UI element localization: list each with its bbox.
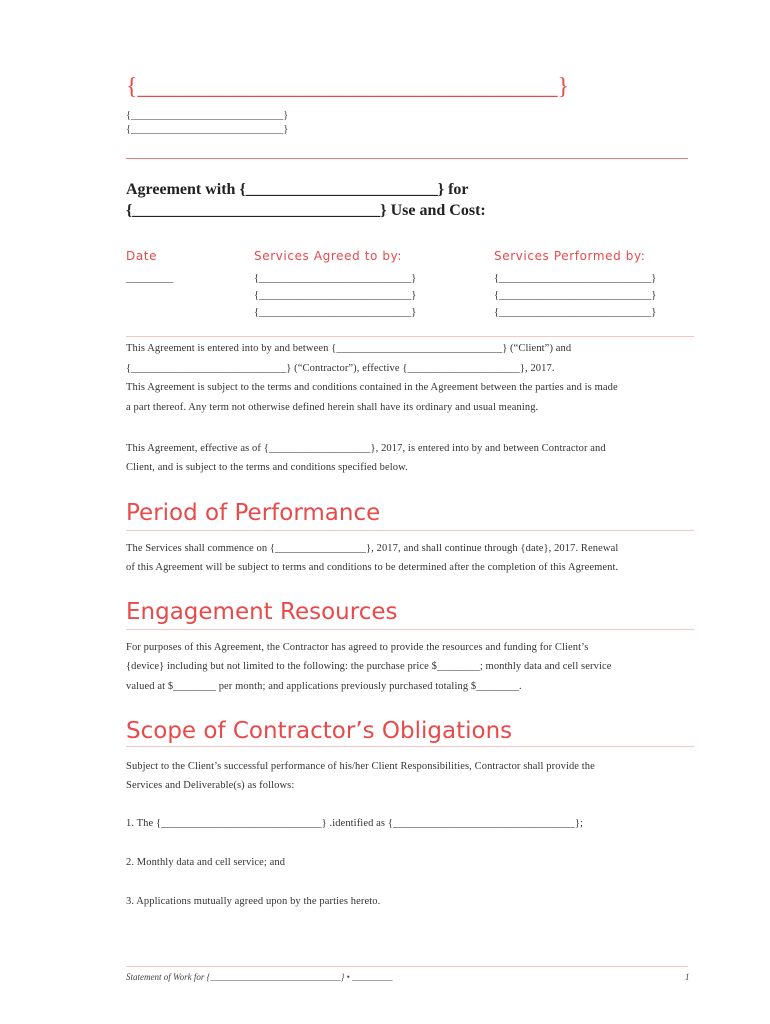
heading-underline (126, 746, 694, 747)
col-header-date: Date (126, 249, 158, 263)
heading-underline (126, 629, 694, 630)
engagement-text-line: For purposes of this Agreement, the Contractor has agreed to provide the resources and funding for Client’s (126, 642, 589, 653)
header-placeholder-line1: {_____________________________} (126, 110, 289, 121)
header-placeholder-line2: {_____________________________} (126, 124, 289, 135)
table-divider (126, 336, 694, 337)
period-text-line: of this Agreement will be subject to terms and conditions to be determined after the completion of this Agreement. (126, 562, 619, 573)
heading-engagement-resources: Engagement Resources (126, 599, 398, 625)
heading-scope-of-obligations: Scope of Contractor’s Obligations (126, 718, 513, 744)
col-header-services-agreed: Services Agreed to by: (254, 249, 403, 263)
scope-list-item: 1. The {______________________________} .identified as {__________________________________}; (126, 818, 584, 829)
heading-underline (126, 530, 694, 531)
intro-text-line: This Agreement is subject to the terms and conditions contained in the Agreement between the parties and is made (126, 382, 618, 393)
scope-list-item: 3. Applications mutually agreed upon by the parties hereto. (126, 896, 381, 907)
agreed-row: {_____________________________} (254, 273, 417, 284)
period-text-line: The Services shall commence on {_________________}, 2017, and shall continue through {date}, 2017. Renewal (126, 543, 619, 554)
performed-row: {_____________________________} (494, 273, 657, 284)
performed-row: {_____________________________} (494, 307, 657, 318)
agreed-row: {_____________________________} (254, 290, 417, 301)
col-header-services-performed: Services Performed by: (494, 249, 646, 263)
footer-text: Statement of Work for {_____________________________} • _________ (126, 972, 393, 982)
engagement-text-line: valued at $________ per month; and applications previously purchased totaling $________. (126, 681, 522, 692)
effective-text-line: Client, and is subject to the terms and conditions specified below. (126, 462, 408, 473)
agreement-title-line2: {_______________________________} Use and Cost: (126, 202, 486, 219)
effective-text-line: This Agreement, effective as of {___________________}, 2017, is entered into by and between Contractor and (126, 443, 606, 454)
agreed-row: {_____________________________} (254, 307, 417, 318)
footer-divider (126, 966, 688, 967)
intro-text-line: This Agreement is entered into by and between {_______________________________} (“Client”) and (126, 343, 572, 354)
scope-text-line: Services and Deliverable(s) as follows: (126, 780, 295, 791)
date-value: _________ (126, 273, 174, 284)
performed-row: {_____________________________} (494, 290, 657, 301)
header-placeholder-main: {___________________________________} (126, 74, 570, 100)
intro-text-line: {_____________________________} (“Contractor”), effective {_____________________}, 2017. (126, 363, 555, 374)
engagement-text-line: {device} including but not limited to the following: the purchase price $________; monthly data and cell service (126, 661, 612, 672)
page-number: 1 (685, 972, 690, 982)
scope-list-item: 2. Monthly data and cell service; and (126, 857, 286, 868)
intro-text-line: a part thereof. Any term not otherwise defined herein shall have its ordinary and usual meaning. (126, 402, 539, 413)
agreement-title-line1: Agreement with {________________________} for (126, 181, 469, 198)
heading-period-of-performance: Period of Performance (126, 500, 381, 526)
scope-text-line: Subject to the Client’s successful performance of his/her Client Responsibilities, Contractor shall provide the (126, 761, 595, 772)
header-divider (126, 158, 688, 159)
